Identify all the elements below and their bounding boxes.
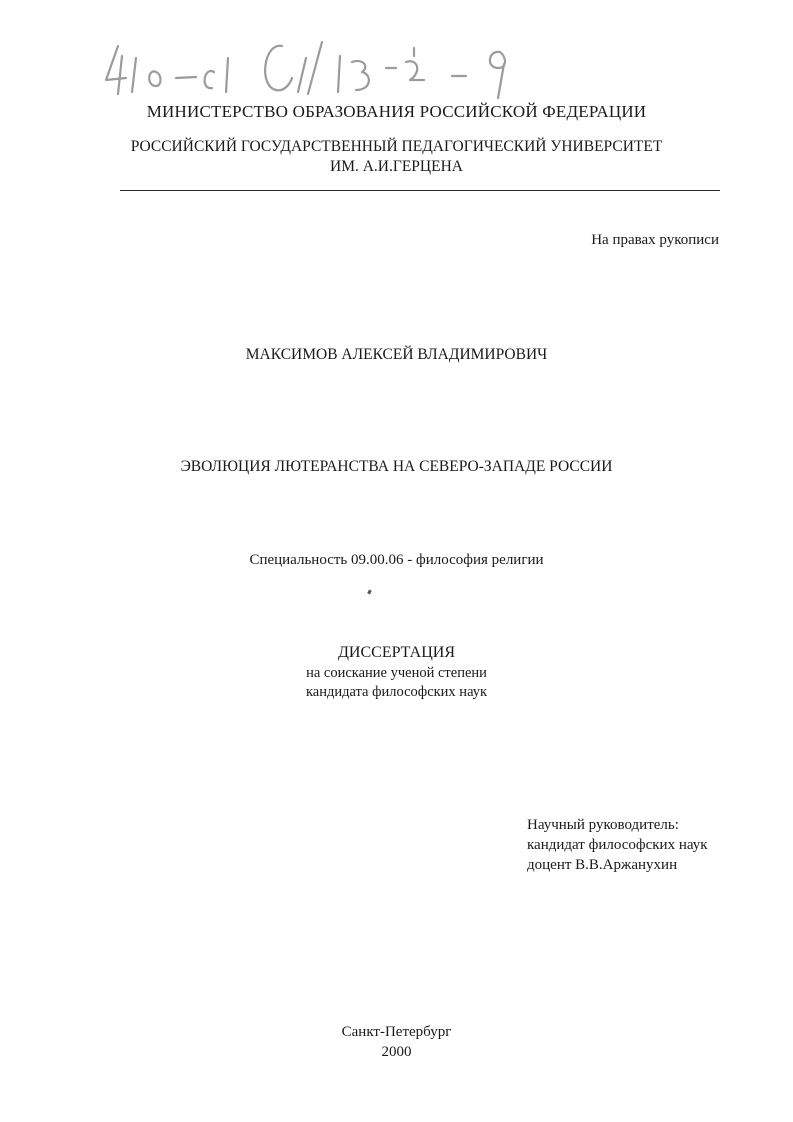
manuscript-rights-note: На правах рукописи [591, 232, 719, 248]
dissertation-title: ЭВОЛЮЦИЯ ЛЮТЕРАНСТВА НА СЕВЕРО-ЗАПАДЕ РОССИИ [180, 458, 613, 475]
degree-line-1: на соискание ученой степени [306, 665, 487, 681]
author-name: МАКСИМОВ АЛЕКСЕЙ ВЛАДИМИРОВИЧ [245, 346, 548, 363]
supervisor-name: доцент В.В.Аржанухин [527, 856, 678, 873]
year: 2000 [381, 1044, 412, 1060]
university-name-line-1: РОССИЙСКИЙ ГОСУДАРСТВЕННЫЙ ПЕДАГОГИЧЕСКИЙ УНИВЕРСИТЕТ [130, 138, 663, 155]
scan-speck [367, 590, 372, 595]
handwritten-catalog-mark [100, 28, 540, 108]
degree-line-2: кандидата философских наук [305, 684, 488, 700]
supervisor-degree: кандидат философских наук [527, 836, 708, 853]
ministry-name: МИНИСТЕРСТВО ОБРАЗОВАНИЯ РОССИЙСКОЙ ФЕДЕРАЦИИ [146, 102, 647, 121]
header-divider [120, 190, 720, 191]
supervisor-block [527, 816, 708, 875]
supervisor-label: Научный руководитель: [527, 817, 679, 833]
dissertation-heading: ДИССЕРТАЦИЯ [338, 644, 455, 661]
specialty-line: Специальность 09.00.06 - философия религии [249, 552, 544, 568]
university-name-line-2: ИМ. А.И.ГЕРЦЕНА [330, 158, 463, 175]
city: Санкт-Петербург [341, 1024, 452, 1040]
